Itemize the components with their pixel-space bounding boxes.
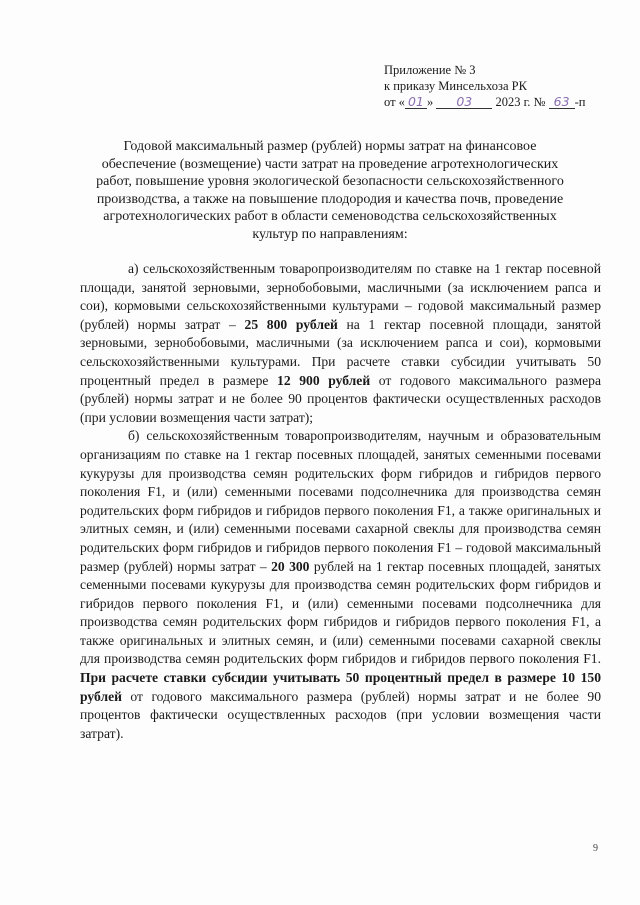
order-number: 63 [549, 95, 575, 109]
date-year: 2023 г. № [495, 95, 546, 109]
date-mid: » [426, 95, 434, 109]
para-a-text-1: а) сельскохозяйственным товаропроизводителям по ставке на 1 гектар посевной площади, занятой зерновыми, зернобобовыми, масличными (за исключением рапса и сои), кормовыми сельскохозяйственными культурами – годовой максимальный размер (рублей) нормы затрат – [80, 261, 601, 332]
para-b-text-1: б) сельскохозяйственным товаропроизводителям, научным и образовательным организациям по ставке на 1 гектар посевных площадей, занятых семенными посевами кукурузы для производства семян родительских форм гибридов и гибридов первого поколения F1, и (или) семенными посевами подсолнечника для производства семян родительских форм гибридов и гибридов первого поколения F1, а также оригинальных и элитных семян, и (или) семенными посевами сахарной свеклы для производства семян родительских форм гибридов и гибридов первого поколения F1 – годовой максимальный размер (рублей) нормы затрат – [80, 428, 601, 574]
paragraph-b [80, 427, 601, 743]
page-number: 9 [593, 843, 598, 854]
appendix-order-ref: к приказу Минсельхоза РК [384, 79, 527, 93]
para-b-amount-2: 10 150 рублей [80, 670, 601, 704]
order-suffix: -п [574, 95, 586, 109]
appendix-title: Приложение № 3 [384, 63, 476, 77]
appendix-header [384, 62, 585, 110]
appendix-date-line [384, 94, 585, 110]
para-b-text-3: от годового максимального размера (рублей) нормы затрат и не более 90 процентов фактически осуществленных расходов (при условии возмещения части затрат). [80, 688, 601, 741]
date-month: 03 [436, 95, 492, 109]
para-b-text-2: рублей на 1 гектар посевных площадей, занятых семенными посевами кукурузы для производства семян родительских форм гибридов и гибридов первого поколения F1, и (или) семенными посевами подсолнечника для производства семян родительских форм гибридов и гибридов первого поколения F1, а также оригинальных и элитных семян, и (или) семенными посевами сахарной свеклы для производства семян родительских форм гибридов и гибридов первого поколения F1. [80, 558, 601, 667]
para-a-text-3: от годового максимального размера (рублей) нормы затрат и не более 90 процентов фактически осуществленных расходов (при условии возмещения части затрат); [80, 372, 601, 425]
date-prefix: от « [384, 95, 405, 109]
para-a-amount-1: 25 800 рублей [244, 316, 338, 332]
para-a-text-2: на 1 гектар посевной площади, занятой зерновыми, зернобобовыми, масличными (за исключением рапса и сои), кормовыми сельскохозяйственными культурами. При расчете ставки субсидии учитывать 50 процентный предел в размере [80, 316, 602, 388]
paragraph-a [80, 260, 601, 427]
para-a-amount-2: 12 900 рублей [277, 372, 371, 388]
document-title: Годовой максимальный размер (рублей) нормы затрат на финансовое обеспечение (возмещение) части затрат на проведение агротехнологических работ, повышение уровня экологической безопасности сельскохозяйственного производства, а также на повышение плодородия и качества почв, проведение агротехнологических работ в области семеноводства сельскохозяйственных культур по направлениям: [96, 139, 564, 242]
para-b-bold-clause: При расчете ставки субсидии учитывать 50 процентный предел в размере [80, 670, 562, 686]
para-b-amount-1: 20 300 [271, 558, 310, 574]
document-body [80, 260, 601, 743]
date-day: 01 [405, 95, 427, 109]
